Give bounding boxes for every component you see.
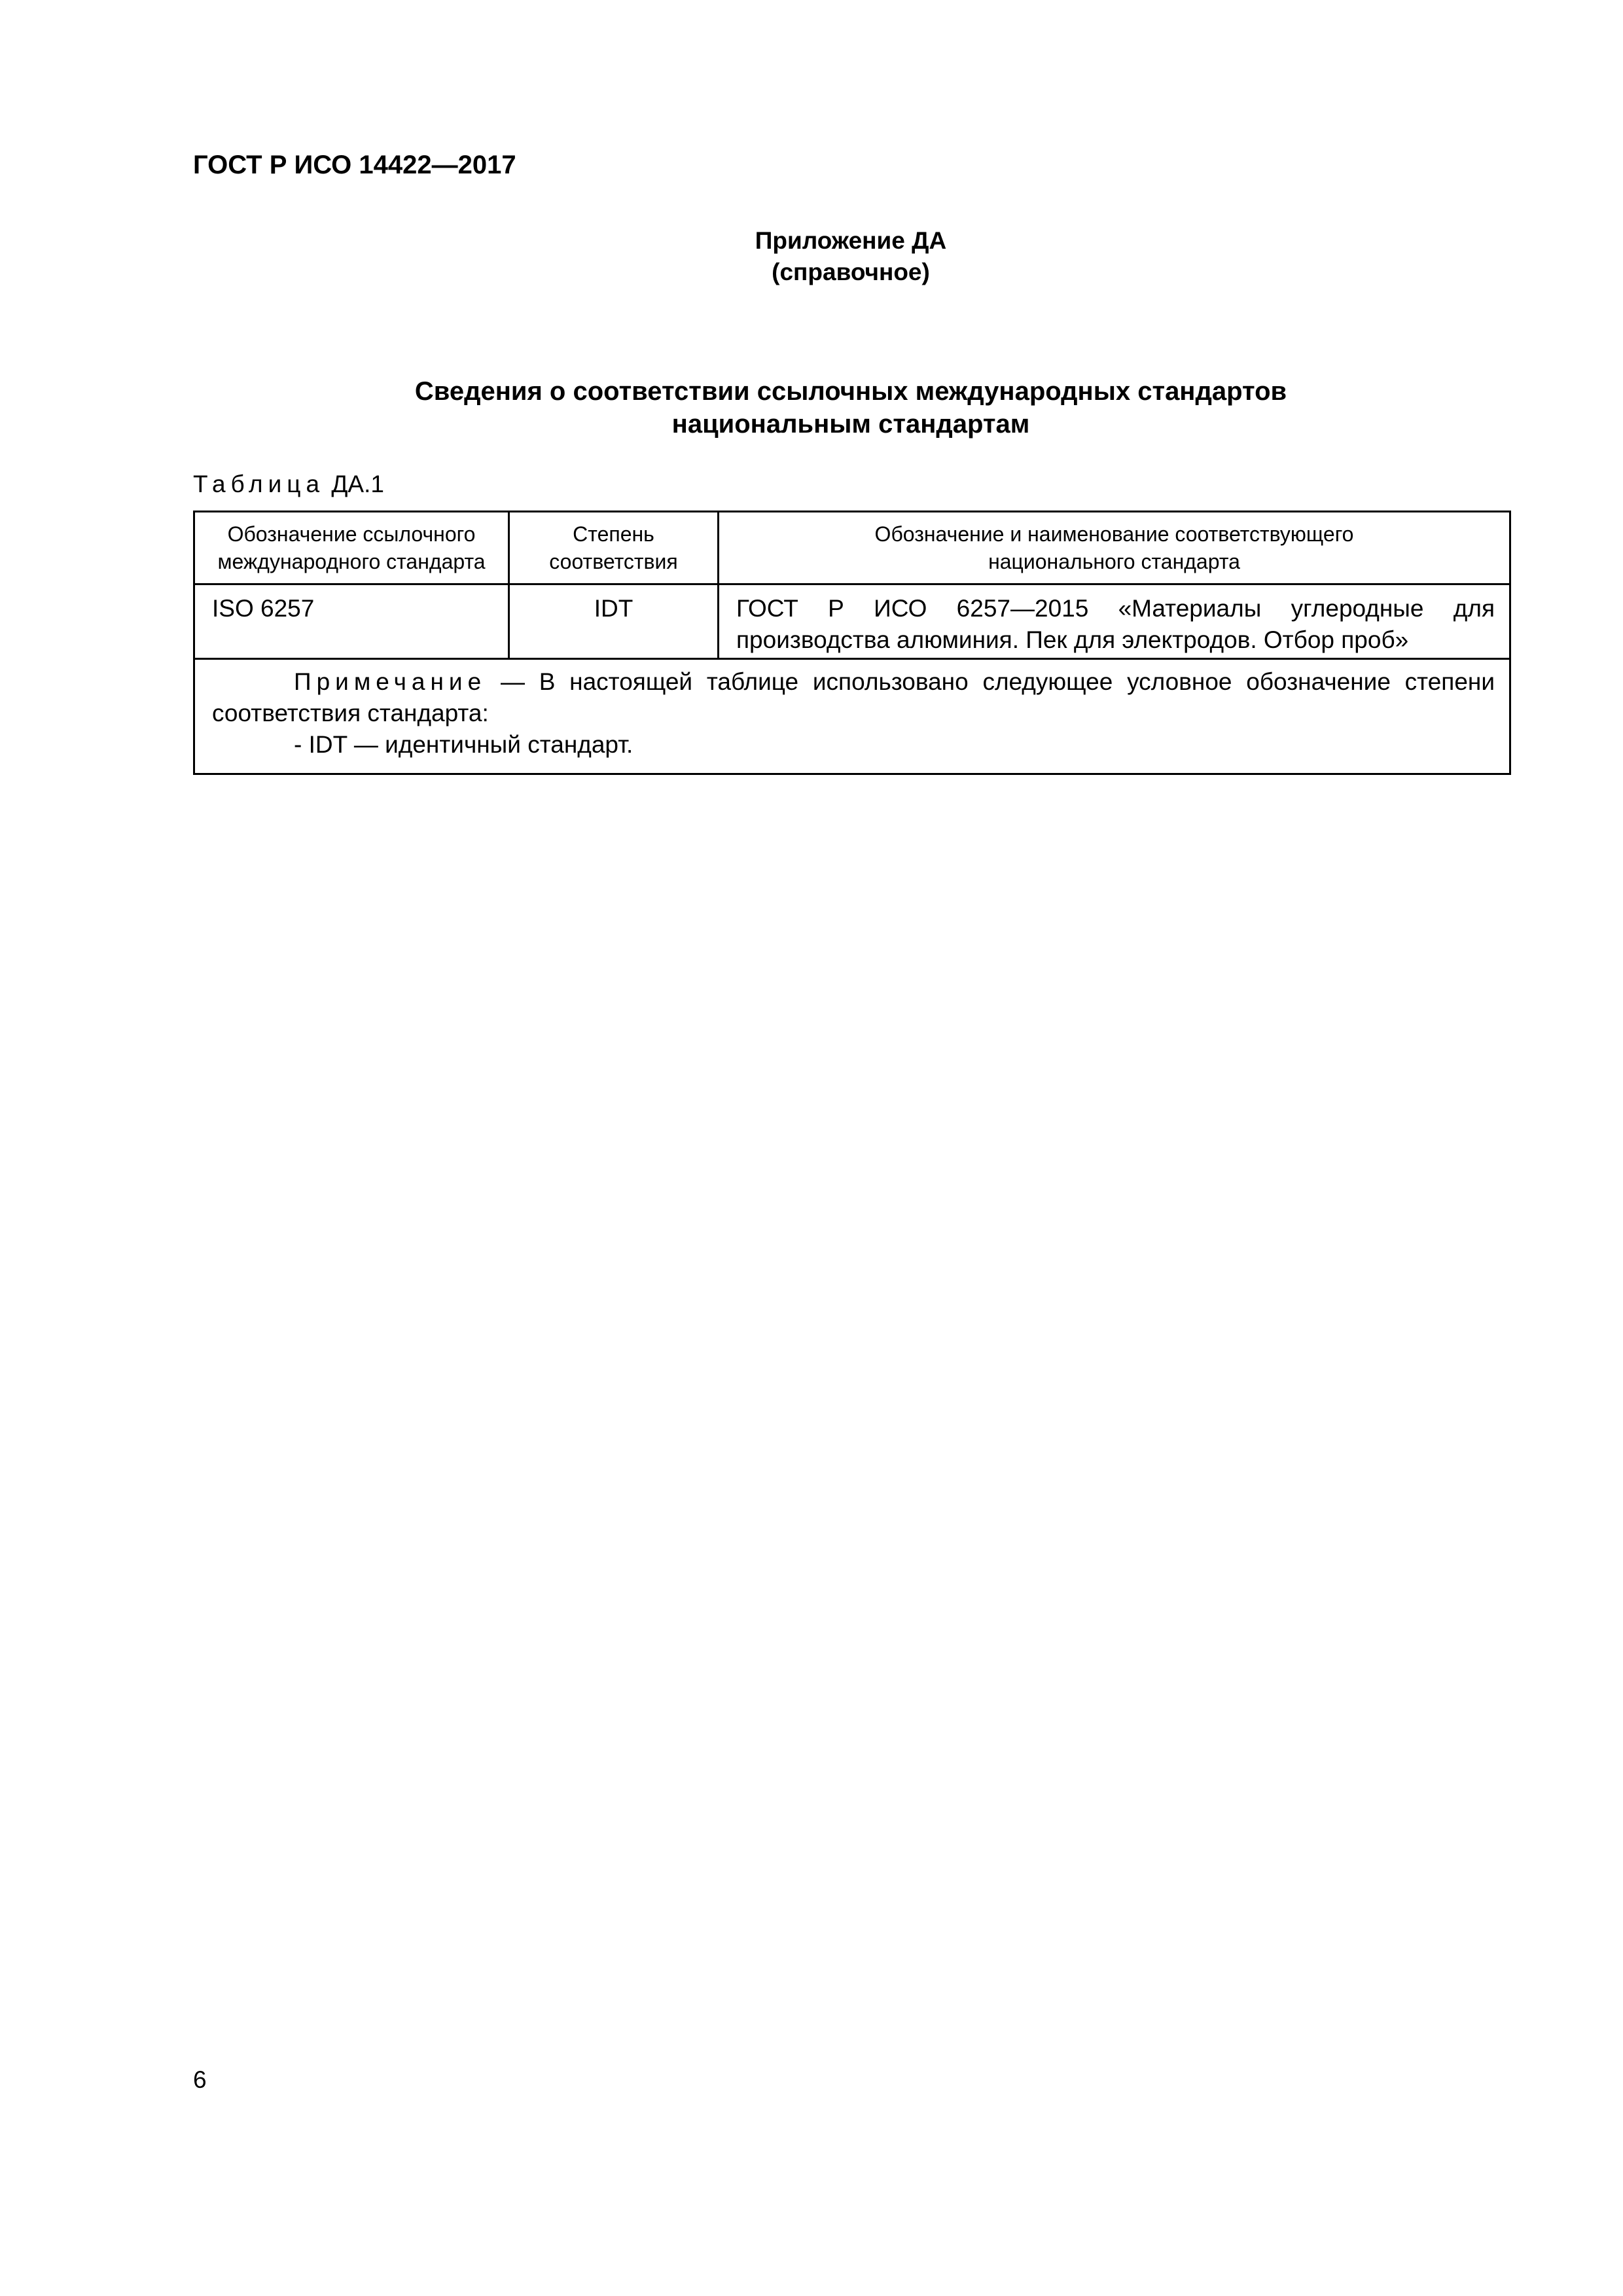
document-designation: ГОСТ Р ИСО 14422—2017 — [193, 151, 516, 179]
cell-international-standard: ISO 6257 — [194, 584, 509, 659]
note-body: — В настоящей таблице использовано следующее условное обозначение степени соответствия стандарта: — [212, 668, 1495, 726]
correspondence-table — [193, 511, 1511, 775]
header-line: Обозначение ссылочного — [227, 522, 476, 546]
header-line: Обозначение и наименование соответствующего — [874, 522, 1354, 546]
note-label: Примечание — [294, 668, 487, 695]
table-caption — [193, 469, 384, 500]
header-line: национального стандарта — [988, 550, 1240, 573]
table-caption-number: ДА.1 — [331, 471, 384, 497]
header-line: соответствия — [549, 550, 678, 573]
section-title-line-1: Сведения о соответствии ссылочных международных стандартов — [414, 377, 1287, 406]
header-international-standard — [194, 512, 509, 584]
header-line: Степень — [573, 522, 654, 546]
table-caption-label: Таблица — [193, 471, 325, 497]
table-note — [194, 659, 1510, 774]
cell-degree: IDT — [509, 584, 719, 659]
table-row — [194, 584, 1510, 659]
page-number: 6 — [193, 2066, 207, 2093]
table-note-row — [194, 659, 1510, 774]
header-degree — [509, 512, 719, 584]
note-item: - IDT — идентичный стандарт. — [294, 731, 633, 758]
header-line: международного стандарта — [217, 550, 486, 573]
cell-national-standard: ГОСТ Р ИСО 6257—2015 «Материалы углеродные для производства алюминия. Пек для электродов. Отбор проб» — [719, 584, 1510, 659]
table-header-row — [194, 512, 1510, 584]
header-national-standard — [719, 512, 1510, 584]
section-title-line-2: национальным стандартам — [671, 410, 1030, 439]
annex-title: Приложение ДА — [755, 227, 947, 254]
annex-type: (справочное) — [772, 259, 930, 285]
note-text — [212, 666, 1495, 729]
